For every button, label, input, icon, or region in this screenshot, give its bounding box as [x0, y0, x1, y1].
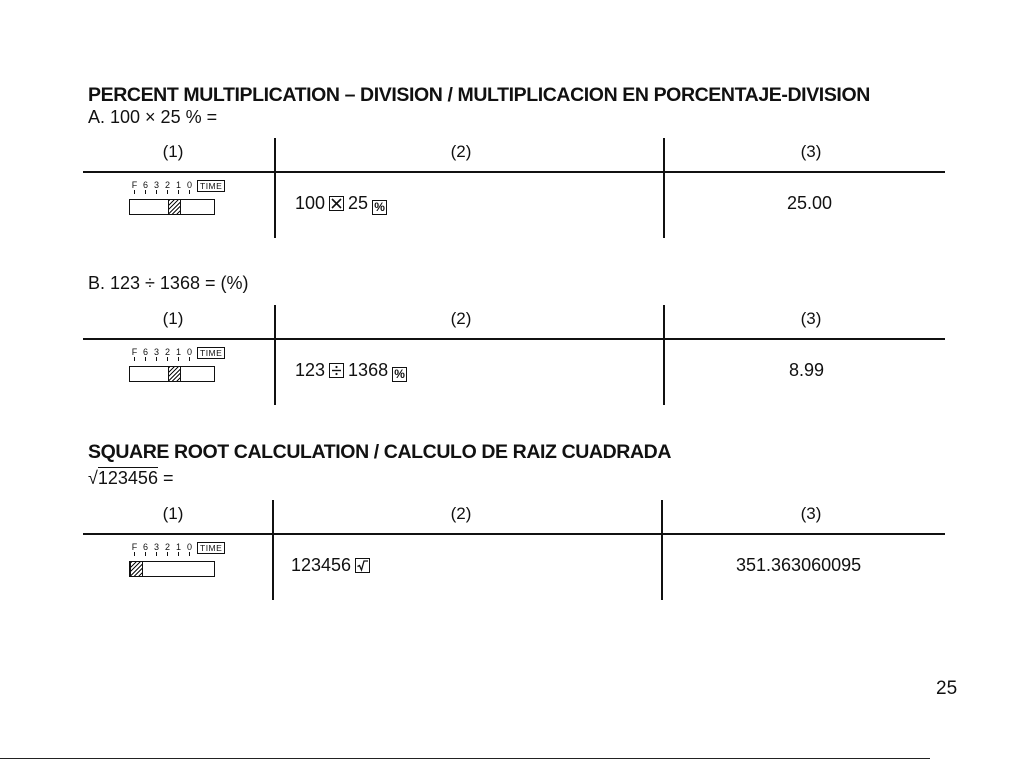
- selector-label: 0: [186, 347, 192, 357]
- selector-label: F: [131, 542, 138, 552]
- column-divider: [661, 500, 663, 600]
- selector-label: 2: [164, 180, 170, 190]
- example-a-table: [83, 138, 945, 238]
- percent-key-icon: %: [392, 367, 407, 382]
- formula-equals: =: [157, 468, 174, 488]
- column-header-2: (2): [450, 309, 472, 328]
- selector-label: 6: [142, 347, 148, 357]
- selector-label: 0: [186, 180, 192, 190]
- result-value: 8.99: [789, 360, 825, 380]
- header-rule: [83, 533, 945, 535]
- result-value: 25.00: [787, 193, 833, 213]
- selector-ticks-icon: [129, 552, 199, 556]
- operand: 123: [295, 360, 326, 380]
- selector-slot: [129, 366, 215, 382]
- selector-label: 2: [164, 347, 170, 357]
- example-b-table: [83, 305, 945, 405]
- key-sequence: [295, 193, 391, 215]
- formula-sqrt: [88, 468, 173, 489]
- column-header-2: (2): [450, 142, 472, 161]
- multiply-key-icon: [329, 196, 344, 211]
- selector-label: F: [131, 347, 138, 357]
- column-header-3: (3): [800, 142, 822, 161]
- selector-label: 1: [175, 180, 181, 190]
- column-header-1: (1): [162, 142, 184, 161]
- page-number: 25: [936, 678, 958, 699]
- section-title-sqrt: SQUARE ROOT CALCULATION / CALCULO DE RAIZ CUADRADA: [88, 441, 672, 463]
- selector-slot: [129, 199, 215, 215]
- time-badge: TIME: [197, 347, 225, 359]
- column-header-3: (3): [800, 309, 822, 328]
- column-divider: [663, 138, 665, 238]
- selector-ticks-icon: [129, 357, 199, 361]
- column-header-1: (1): [162, 504, 184, 523]
- decimal-selector-diagram: [129, 542, 239, 592]
- sqrt-symbol: √: [88, 468, 98, 488]
- column-header-1: (1): [162, 309, 184, 328]
- radicand: 123456: [97, 468, 158, 488]
- selector-knob-icon: [168, 367, 181, 381]
- decimal-selector-diagram: [129, 347, 239, 397]
- selector-label: 3: [153, 542, 159, 552]
- selector-slot: [129, 561, 215, 577]
- result-value: 351.363060095: [736, 555, 862, 575]
- selector-knob-icon: [130, 562, 143, 576]
- selector-label: 6: [142, 542, 148, 552]
- operand: 25: [348, 193, 369, 213]
- header-rule: [83, 338, 945, 340]
- selector-label: 1: [175, 542, 181, 552]
- selector-ticks-icon: [129, 190, 199, 194]
- column-header-2: (2): [450, 504, 472, 523]
- column-divider: [272, 500, 274, 600]
- percent-key-icon: %: [372, 200, 387, 215]
- formula-a: A. 100 × 25 % =: [88, 107, 218, 127]
- selector-label: 1: [175, 347, 181, 357]
- selector-label: 6: [142, 180, 148, 190]
- column-divider: [274, 138, 276, 238]
- formula-b: B. 123 ÷ 1368 = (%): [88, 273, 249, 293]
- selector-label: 2: [164, 542, 170, 552]
- time-badge: TIME: [197, 180, 225, 192]
- selector-label: 3: [153, 347, 159, 357]
- selector-knob-icon: [168, 200, 181, 214]
- operand: 100: [295, 193, 326, 213]
- selector-label: 3: [153, 180, 159, 190]
- decimal-selector-diagram: [129, 180, 239, 230]
- column-divider: [663, 305, 665, 405]
- sqrt-key-icon: [355, 558, 370, 573]
- sqrt-table: [83, 500, 945, 600]
- bottom-rule: [0, 758, 930, 759]
- key-sequence: [295, 360, 411, 382]
- operand: 123456: [291, 555, 352, 575]
- column-header-3: (3): [800, 504, 822, 523]
- divide-key-icon: [329, 363, 344, 378]
- column-divider: [274, 305, 276, 405]
- header-rule: [83, 171, 945, 173]
- section-title-percent: PERCENT MULTIPLICATION – DIVISION / MULTIPLICACION EN PORCENTAJE-DIVISION: [88, 84, 870, 106]
- key-sequence: [291, 555, 374, 576]
- operand: 1368: [348, 360, 389, 380]
- selector-label: 0: [186, 542, 192, 552]
- selector-label: F: [131, 180, 138, 190]
- time-badge: TIME: [197, 542, 225, 554]
